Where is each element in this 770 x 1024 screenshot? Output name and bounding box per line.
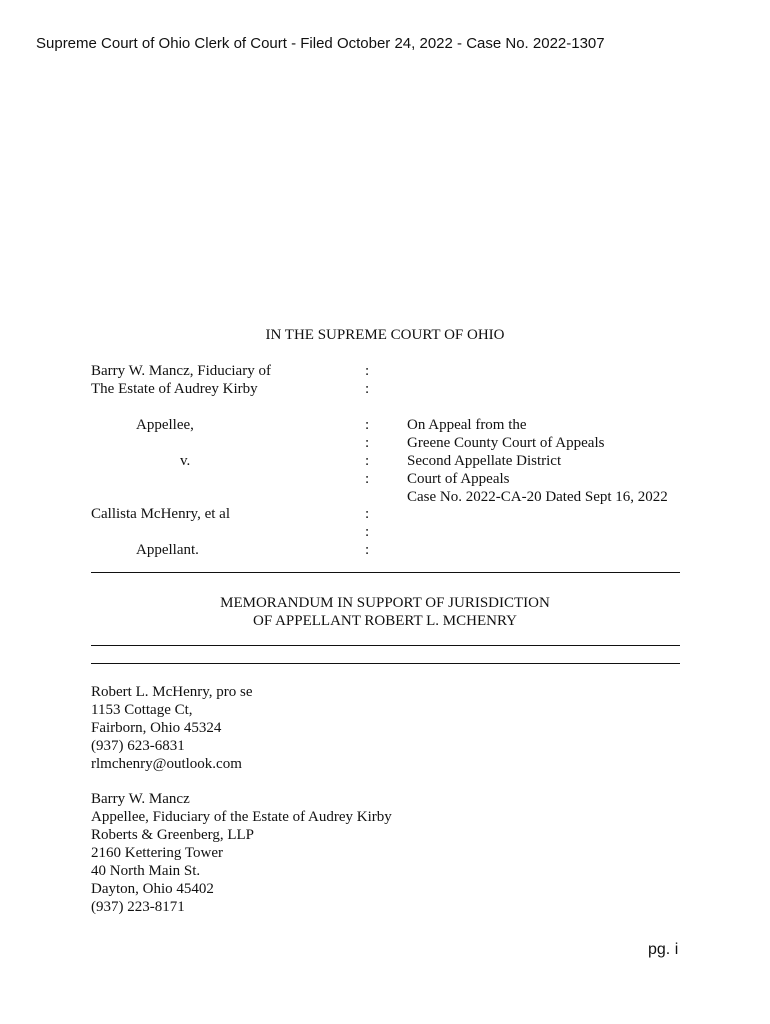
- appellant-contact-line: 1153 Cottage Ct,: [91, 702, 193, 718]
- caption-colon: :: [365, 417, 370, 433]
- appeal-info-line: On Appeal from the: [407, 417, 527, 433]
- appellant-contact-line: (937) 623-6831: [91, 738, 185, 754]
- caption-colon: :: [365, 542, 370, 558]
- appellee-contact-line: 40 North Main St.: [91, 863, 201, 879]
- appellee-contact-line: Dayton, Ohio 45402: [91, 881, 214, 897]
- versus: v.: [180, 453, 191, 469]
- caption-colon: :: [365, 363, 370, 379]
- divider-rule: [91, 572, 680, 573]
- memorandum-title-line1: MEMORANDUM IN SUPPORT OF JURISDICTION: [220, 595, 550, 611]
- appellee-contact-line: Roberts & Greenberg, LLP: [91, 827, 255, 843]
- appellee-contact-line: 2160 Kettering Tower: [91, 845, 223, 861]
- appellant-name: Callista McHenry, et al: [91, 506, 230, 522]
- caption-colon: :: [365, 506, 370, 522]
- memorandum-title-line2: OF APPELLANT ROBERT L. MCHENRY: [252, 613, 517, 629]
- divider-rule: [91, 663, 680, 664]
- appellee-role: Appellee,: [136, 417, 194, 433]
- appellant-role: Appellant.: [136, 542, 199, 558]
- appeal-info-line: Greene County Court of Appeals: [407, 435, 605, 451]
- caption-colon: :: [365, 471, 370, 487]
- appellee-name-line2: The Estate of Audrey Kirby: [91, 381, 258, 397]
- appellee-contact-line: Barry W. Mancz: [91, 791, 190, 807]
- caption-colon: :: [365, 435, 370, 451]
- court-title: IN THE SUPREME COURT OF OHIO: [265, 327, 505, 343]
- appellee-contact-line: (937) 223-8171: [91, 899, 185, 915]
- divider-rule: [91, 645, 680, 646]
- caption-colon: :: [365, 381, 370, 397]
- appellant-contact-line: Robert L. McHenry, pro se: [91, 684, 253, 700]
- caption-colon: :: [365, 524, 370, 540]
- page-number: pg. i: [648, 941, 679, 958]
- appellee-contact-line: Appellee, Fiduciary of the Estate of Audrey Kirby: [91, 809, 392, 825]
- appellant-email: rlmchenry@outlook.com: [91, 756, 242, 772]
- filing-stamp: Supreme Court of Ohio Clerk of Court - Filed October 24, 2022 - Case No. 2022-1307: [36, 35, 605, 52]
- appeal-info-line: Second Appellate District: [407, 453, 562, 469]
- appeal-info-line: Court of Appeals: [407, 471, 510, 487]
- appellee-name-line1: Barry W. Mancz, Fiduciary of: [91, 363, 271, 379]
- appellant-contact-line: Fairborn, Ohio 45324: [91, 720, 222, 736]
- appeal-info-line: Case No. 2022-CA-20 Dated Sept 16, 2022: [407, 489, 668, 505]
- caption-colon: :: [365, 453, 370, 469]
